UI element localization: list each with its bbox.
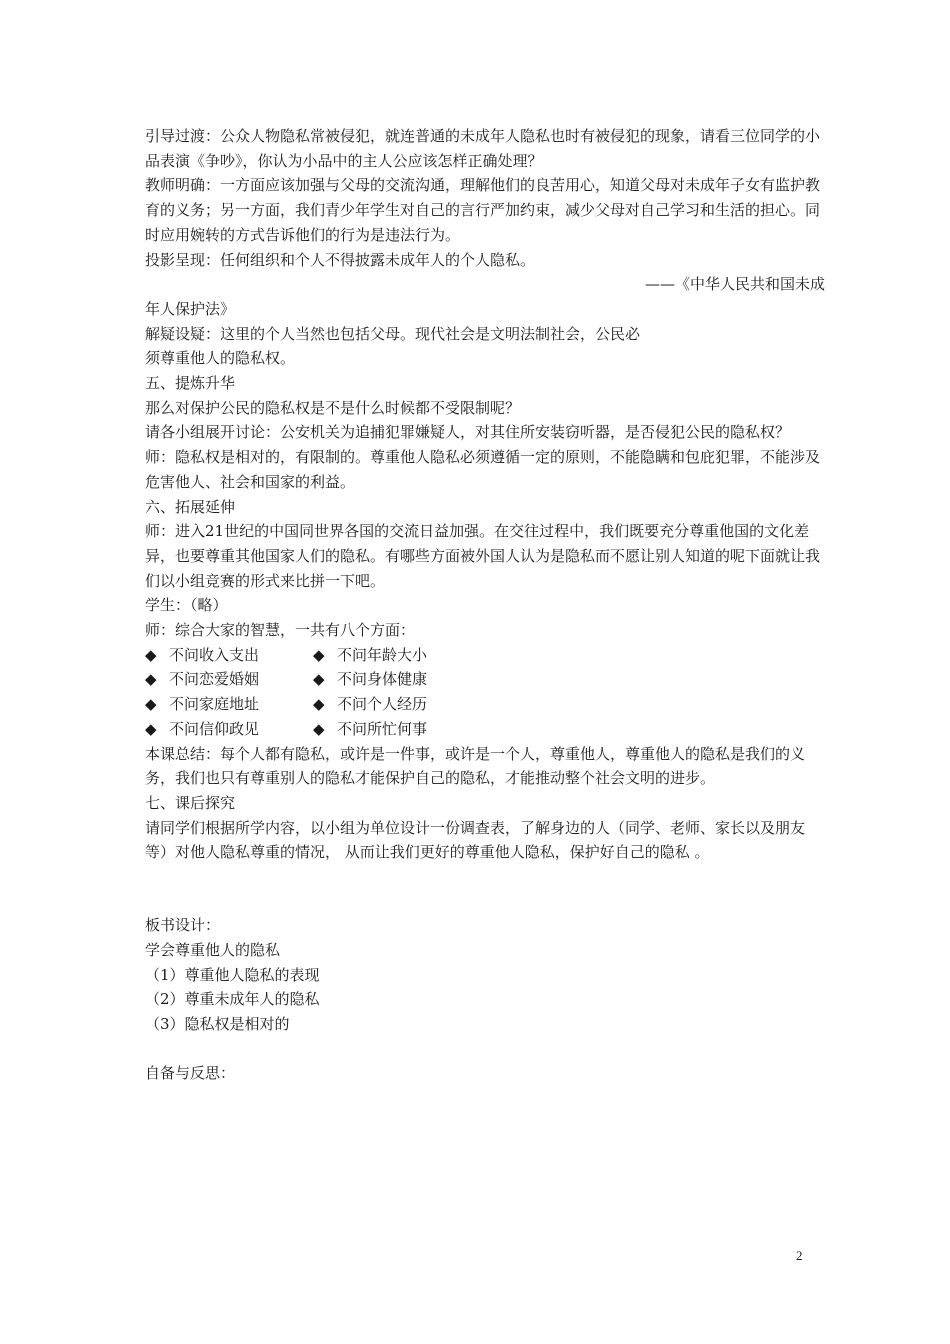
paragraph-doubt-1: 解疑设疑：这里的个人当然也包括父母。现代社会是文明法制社会，公民必 (145, 324, 641, 343)
spacer (145, 1037, 825, 1061)
paragraph-teacher-clarify: 教师明确：一方面应该加强与父母的交流沟通，理解他们的良苦用心，知道父母对未成年子女有监护教育的义务；另一方面，我们青少年学生对自己的言行严加约束，减少父母对自己学习和生活的担心。同时应用婉转的方式告诉他们的行为是违法行为。 (145, 176, 821, 244)
section-5-question: 那么对保护公民的隐私权是不是什么时候都不受限制呢？ (145, 398, 521, 417)
document-body (145, 124, 825, 1085)
board-design-title: 学会尊重他人的隐私 (145, 940, 281, 959)
bullet-row (145, 643, 825, 668)
citation-line-1: ——《中华人民共和国未成 (644, 275, 825, 294)
section-5-heading: 五、提炼升华 (145, 374, 236, 393)
diamond-icon: ◆ (313, 645, 325, 664)
section-6-teacher: 师：进入21世纪的中国同世界各国的交流日益加强。在交往过程中，我们既要充分尊重他国的文化差异，也要尊重其他国家人们的隐私。有哪些方面被外国人认为是隐私而不愿让别人知道的呢下面就让我们以小组竞赛的形式来比拼一下吧。 (145, 522, 821, 590)
bullet-item: ◆ 不问年龄大小 (313, 643, 481, 668)
diamond-icon: ◆ (313, 670, 325, 689)
diamond-icon: ◆ (313, 695, 325, 714)
section-6-heading: 六、拓展延伸 (145, 497, 236, 516)
spacer (145, 865, 825, 913)
bullet-row (145, 692, 825, 717)
diamond-icon: ◆ (145, 645, 157, 664)
diamond-icon: ◆ (313, 719, 325, 738)
citation-line-2: 年人保护法》 (145, 299, 236, 318)
bullet-item: ◆ 不问家庭地址 (145, 692, 313, 717)
board-design-item: （2）尊重未成年人的隐私 (145, 990, 320, 1009)
section-6-student: 学生：（略） (145, 596, 228, 615)
section-6-summary-intro: 师：综合大家的智慧，一共有八个方面： (145, 621, 416, 640)
bullet-item: ◆ 不问信仰政见 (145, 717, 313, 742)
section-7-text: 请同学们根据所学内容，以小组为单位设计一份调查表，了解身边的人（同学、老师、家长以及朋友等）对他人隐私尊重的情况， 从而让我们更好的尊重他人隐私，保护好自己的隐私 。 (145, 818, 806, 862)
section-5-teacher: 师：隐私权是相对的，有限制的。尊重他人隐私必须遵循一定的原则，不能隐瞒和包庇犯罪，不能涉及危害他人、社会和国家的利益。 (145, 448, 821, 491)
paragraph-projection: 投影呈现：任何组织和个人不得披露未成年人的个人隐私。 (145, 250, 536, 269)
section-5-discussion: 请各小组展开讨论：公安机关为追捕犯罪嫌疑人，对其住所安装窃听器，是否侵犯公民的隐私权？ (145, 423, 791, 442)
bullet-item: ◆ 不问收入支出 (145, 643, 313, 668)
bullet-item: ◆ 不问所忙何事 (313, 717, 481, 742)
bullet-row (145, 667, 825, 692)
bullet-row (145, 717, 825, 742)
diamond-icon: ◆ (145, 670, 157, 689)
reflection-heading: 自备与反思： (145, 1063, 236, 1082)
board-design-item: （3）隐私权是相对的 (145, 1014, 290, 1033)
board-design-heading: 板书设计： (145, 916, 221, 935)
board-design-item: （1）尊重他人隐私的表现 (145, 965, 320, 984)
paragraph-doubt-2: 须尊重他人的隐私权。 (145, 349, 296, 368)
bullet-item: ◆ 不问身体健康 (313, 667, 481, 692)
paragraph-transition: 引导过渡：公众人物隐私常被侵犯，就连普通的未成年人隐私也时有被侵犯的现象，请看三位同学的小品表演《争吵》，你认为小品中的主人公应该怎样正确处理？ (145, 127, 821, 170)
bullet-item: ◆ 不问恋爱婚姻 (145, 667, 313, 692)
diamond-icon: ◆ (145, 719, 157, 738)
lesson-summary: 本课总结：每个人都有隐私，或许是一件事，或许是一个人，尊重他人，尊重他人的隐私是我们的义务，我们也只有尊重别人的隐私才能保护自己的隐私，才能推动整个社会文明的进步。 (145, 744, 806, 788)
page-number: 2 (796, 1248, 803, 1263)
section-7-heading: 七、课后探究 (145, 793, 236, 812)
diamond-icon: ◆ (145, 695, 157, 714)
bullet-item: ◆ 不问个人经历 (313, 692, 481, 717)
